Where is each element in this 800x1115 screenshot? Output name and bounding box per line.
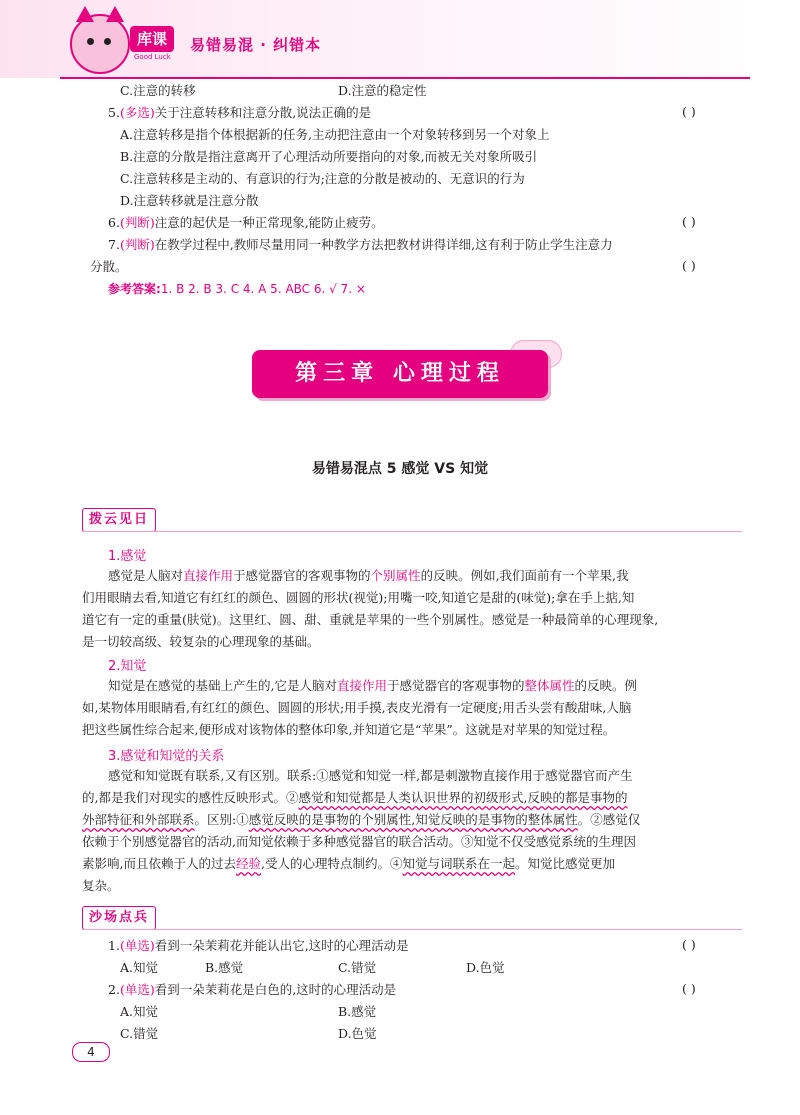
paragraph-line [108,567,629,585]
answer-blank: ( ) [682,104,696,119]
paragraph-line: 是一切较高级、较复杂的心理现象的基础。 [82,634,320,649]
text-span: 知觉是在感觉的基础上产生的,它是人脑对 [108,678,337,693]
question-5 [108,104,371,122]
text-span: ,受人的心理特点制约。④ [261,856,403,871]
highlight-term: 经验 [235,856,261,871]
exercise-2 [108,981,396,999]
mascot-ear-left [76,6,94,22]
question-type-tag: (判断) [119,237,155,252]
paragraph-line: 复杂。 [82,878,120,893]
paragraph-line [82,789,627,807]
emphasized-text: 感觉反映的是事物的个别属性,知觉反映的是事物的整体属性 [248,812,578,827]
question-type-tag: (单选) [119,938,155,953]
answer-blank: ( ) [682,258,696,273]
option-b: B.感觉 [205,960,244,975]
chapter-title: 第三章 心理过程 [252,350,548,398]
question-number: 6. [108,215,120,230]
mascot-eye-left [87,38,94,45]
answer-key-values: 1. B 2. B 3. C 4. A 5. ABC 6. √ 7. × [160,282,366,296]
text-span: 素影响,而且依赖于人的过去 [82,856,236,871]
question-7 [108,236,613,254]
option-c: C.注意转移是主动的、有意识的行为;注意的分散是被动的、无意识的行为 [120,171,525,186]
option-a: A.知觉 [120,960,159,975]
text-span: 。知觉比感觉更加 [515,856,616,871]
subheading-sensation: 1.感觉 [108,549,147,564]
box-label-rule [82,929,742,930]
paragraph-line: 依赖于个别感觉器官的活动,而知觉依赖于多种感觉器官的联合活动。③知觉不仅受感觉系统的生理因 [82,834,636,849]
question-number: 7. [108,237,120,252]
fox-mascot-icon [70,14,130,74]
question-stem: 注意的起伏是一种正常现象,能防止疲劳。 [154,215,384,230]
option-a: A.知觉 [120,1004,159,1019]
header-divider [60,77,750,79]
paragraph-line: 把这些属性综合起来,便形成对该物体的整体印象,并知道它是“苹果”。这就是对苹果的知觉过程。 [82,722,616,737]
question-stem: 在教学过程中,教师尽量用同一种教学方法把教材讲得详细,这有利于防止学生注意力 [154,237,613,252]
option-b: B.注意的分散是指注意离开了心理活动所要指向的对象,而被无关对象所吸引 [120,149,538,164]
answer-key-label: 参考答案: [108,282,161,296]
option-c: C.注意的转移 [120,83,196,98]
paragraph-line [82,811,640,829]
option-c: C.错觉 [120,1026,159,1041]
option-a: A.注意转移是指个体根据新的任务,主动把注意由一个对象转移到另一个对象上 [120,127,550,142]
emphasized-text: 感觉和知觉都是人类认识世界的初级形式,反映的都是事物的 [298,790,628,805]
text-span: 感觉是人脑对 [108,568,184,583]
paragraph-line: 感觉和知觉既有联系,又有区别。联系:①感觉和知觉一样,都是刺激物直接作用于感觉器官而产生 [108,768,633,783]
option-d: D.色觉 [338,1026,377,1041]
emphasized-text: 知觉与词联系在一起 [402,856,515,871]
paragraph-line: 如,某物体用眼睛看,有红红的颜色、圆圆的形状;用手摸,表皮光滑有一定硬度;用舌头尝有酸甜味,人脑 [82,700,632,715]
paragraph-line [108,677,637,695]
question-number: 1. [108,938,120,953]
highlight-term: 直接作用 [183,568,234,583]
text-span: 于感觉器官的客观事物的 [387,678,525,693]
highlight-term: 直接作用 [336,678,387,693]
question-stem: 看到一朵茉莉花是白色的,这时的心理活动是 [154,982,397,997]
text-span: 。②感觉仅 [577,812,641,827]
highlight-term: 个别属性 [370,568,421,583]
brand-logo: 库课 [130,26,174,52]
subheading-perception: 2.知觉 [108,659,147,674]
subheading-relationship: 3.感觉和知觉的关系 [108,749,225,764]
text-span: 于感觉器官的客观事物的 [233,568,371,583]
question-stem: 看到一朵茉莉花并能认出它,这时的心理活动是 [154,938,409,953]
option-c: C.错觉 [338,960,377,975]
answer-blank: ( ) [682,981,696,996]
question-6 [108,214,384,232]
question-type-tag: (单选) [119,982,155,997]
paragraph-line: 们用眼睛去看,知道它有红红的颜色、圆圆的形状(视觉);用嘴一咬,知道它是甜的(味觉);拿在手上掂,知 [82,590,635,605]
answer-blank: ( ) [682,937,696,952]
emphasized-text: 外部特征和外部联系 [82,812,195,827]
mascot-ear-right [106,6,124,22]
question-type-tag: (判断) [119,215,155,230]
option-d: D.注意转移就是注意分散 [120,193,259,208]
question-type-tag: (多选) [119,105,155,120]
question-stem: 关于注意转移和注意分散,说法正确的是 [154,105,372,120]
brand-logo-subtitle: Good Luck [134,53,171,61]
paragraph-line [82,855,615,873]
option-b: B.感觉 [338,1004,377,1019]
box-label-practice: 沙场点兵 [82,906,156,930]
question-number: 5. [108,105,120,120]
highlight-term: 整体属性 [524,678,575,693]
answer-blank: ( ) [682,214,696,229]
option-d: D.注意的稳定性 [338,83,427,98]
text-span: 的,都是我们对现实的感性反映形式。② [82,790,299,805]
page-number: 4 [72,1042,110,1062]
question-number: 2. [108,982,120,997]
box-label-concepts: 拨云见日 [82,508,156,532]
exercise-1 [108,937,409,955]
text-span: 的反映。例 [574,678,638,693]
series-title: 易错易混 · 纠错本 [190,36,322,54]
box-label-rule [82,531,742,532]
paragraph-line: 道它有一定的重量(肤觉)。这里红、圆、甜、重就是苹果的一些个别属性。感觉是一种最简单的心理现象, [82,612,659,627]
mascot-eye-right [104,38,111,45]
text-span: 的反映。例如,我们面前有一个苹果,我 [420,568,629,583]
option-d: D.色觉 [466,960,505,975]
question-7-continued: 分散。 [90,259,128,274]
section-title: 易错易混点 5 感觉 VS 知觉 [311,461,489,477]
answer-key [108,280,366,298]
text-span: 。区别:① [194,812,249,827]
